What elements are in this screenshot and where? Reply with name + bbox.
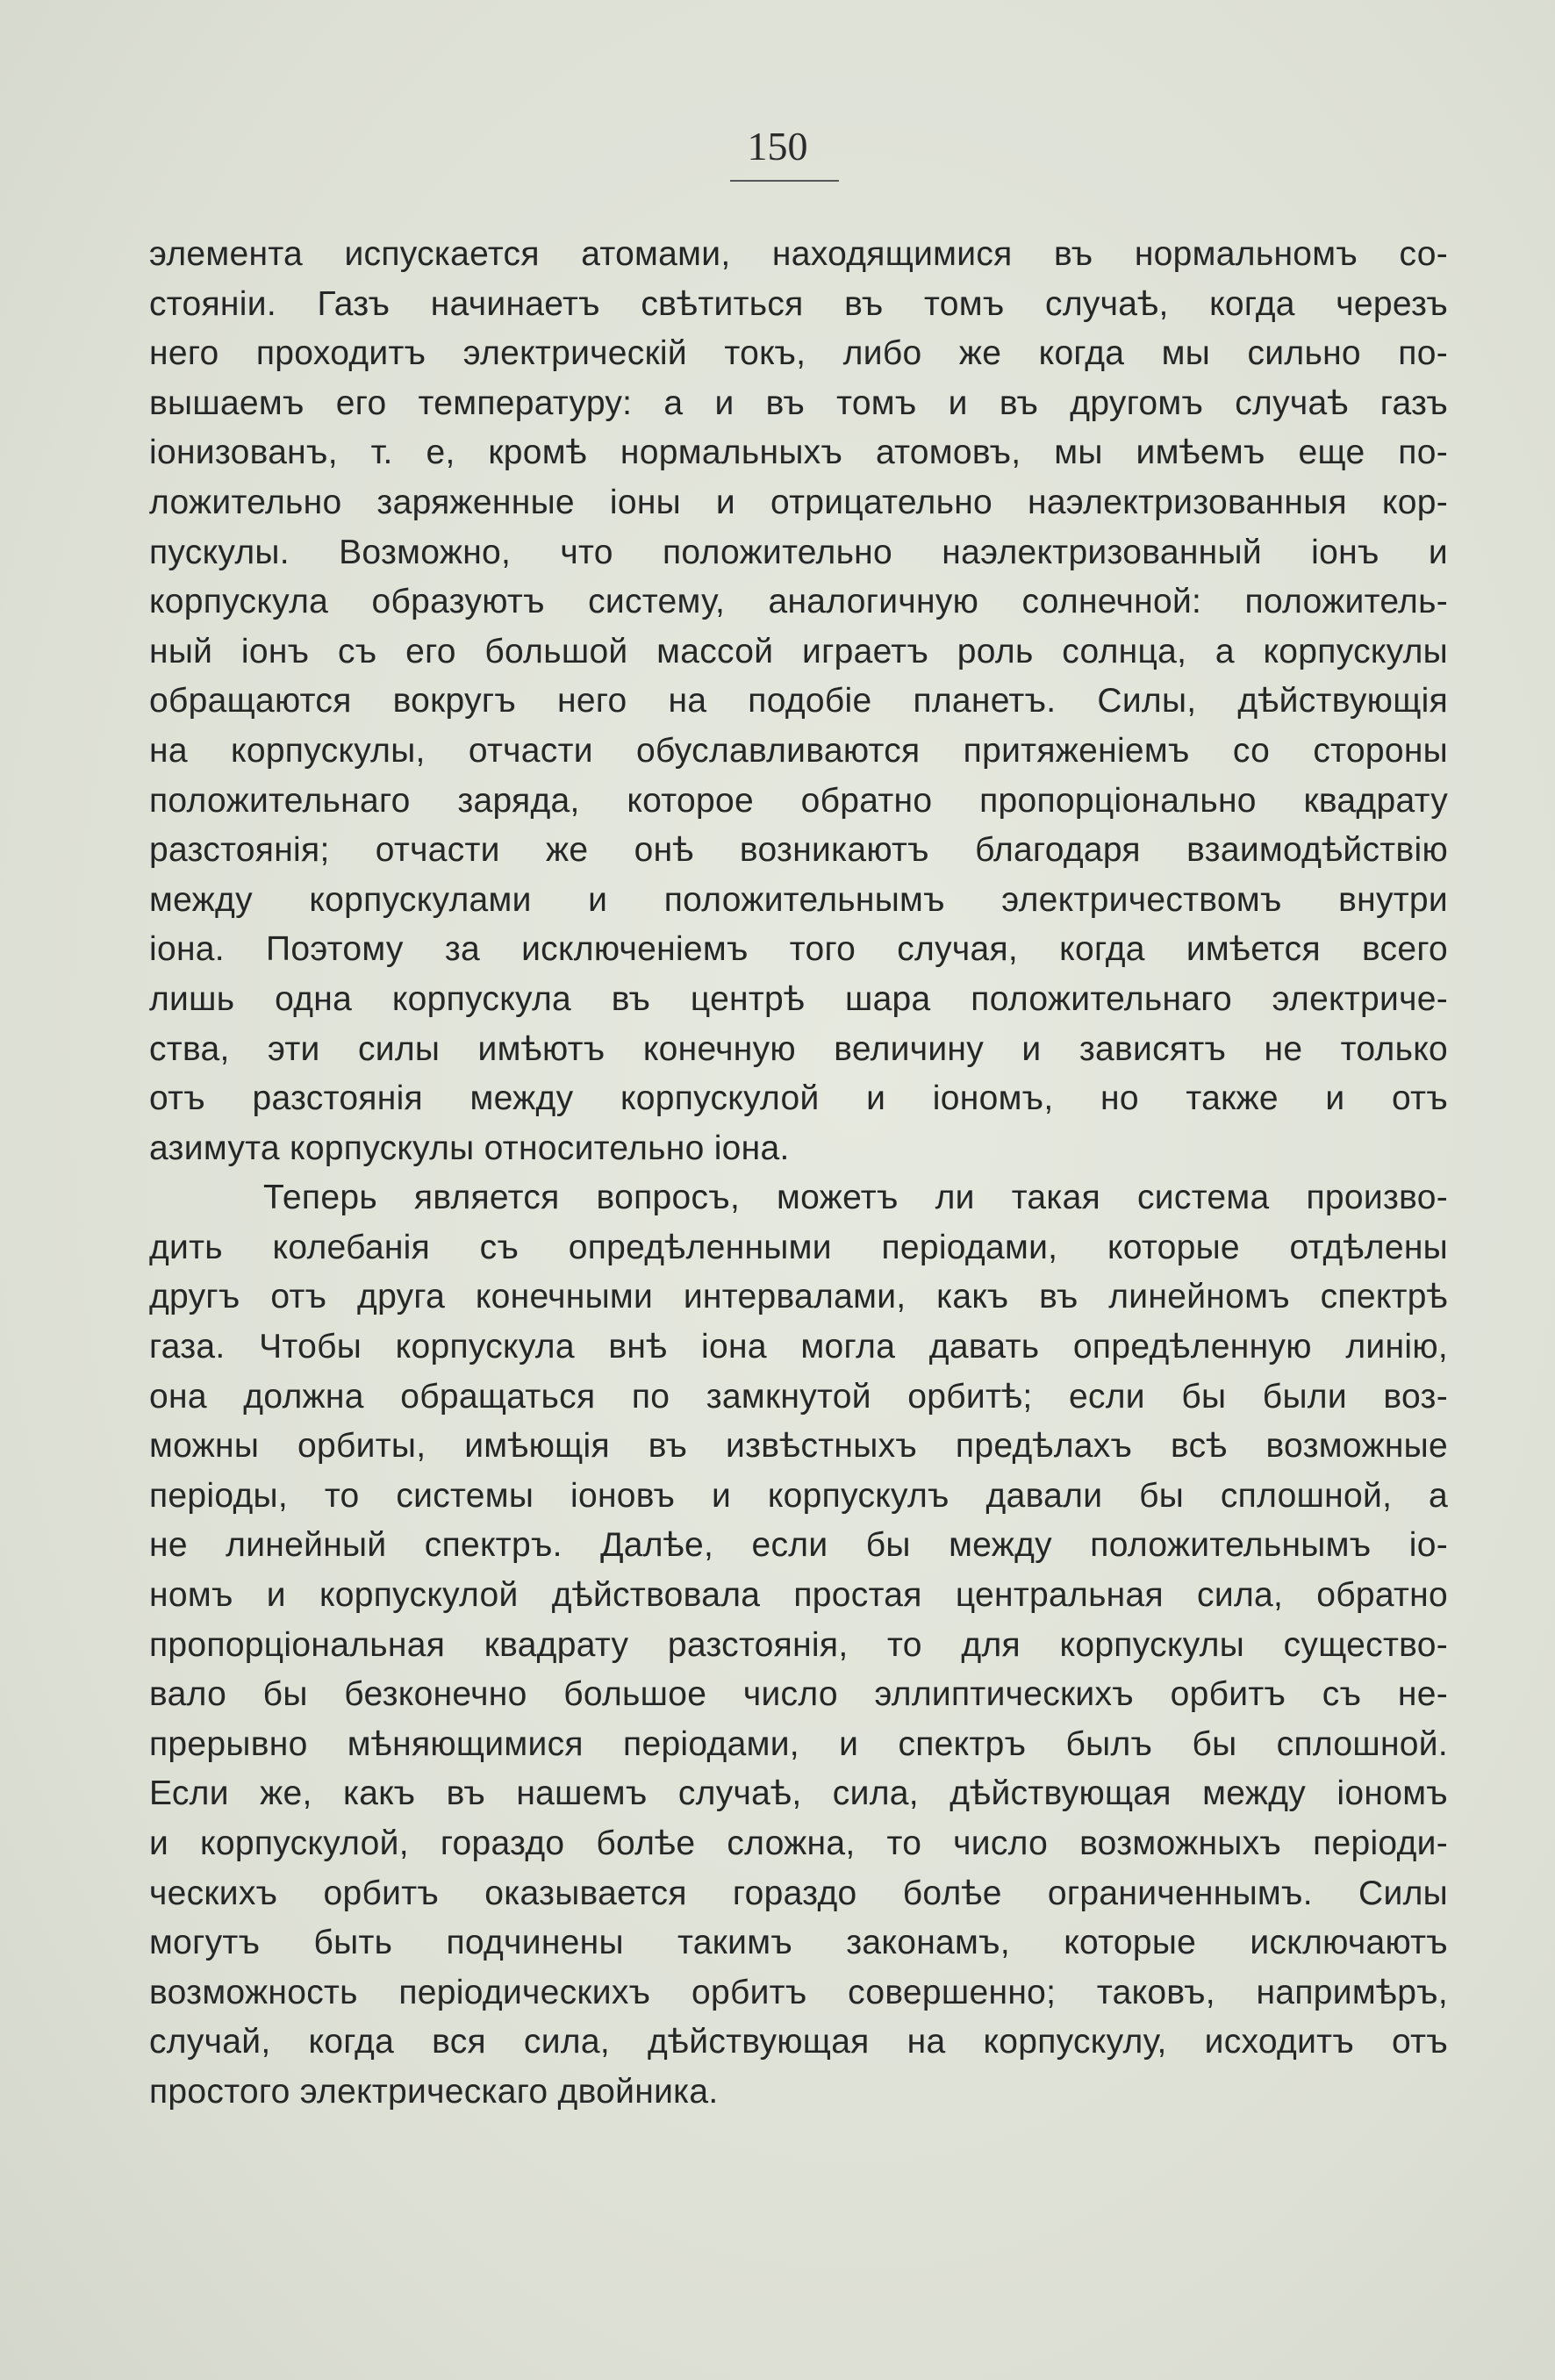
text-line: періоды, то системы іоновъ и корпускулъ давали бы сплошной, а xyxy=(149,1476,1448,1515)
text-line: она должна обращаться по замкнутой орбитѣ; если бы были воз- xyxy=(149,1377,1448,1416)
text-line: вышаемъ его температуру: а и въ томъ и въ другомъ случаѣ газъ xyxy=(149,384,1448,422)
text-line: ческихъ орбитъ оказывается гораздо болѣе ограниченнымъ. Силы xyxy=(149,1874,1448,1912)
text-line: Если же, какъ въ нашемъ случаѣ, сила, дѣйствующая между іономъ xyxy=(149,1774,1448,1813)
text-line: возможность періодическихъ орбитъ совершенно; таковъ, напримѣръ, xyxy=(149,1973,1448,2011)
text-line: простого электрическаго двойника. xyxy=(149,2072,719,2111)
text-line: разстоянія; отчасти же онѣ возникаютъ благодаря взаимодѣйствію xyxy=(149,831,1448,870)
text-line: обращаются вокругъ него на подобіе планетъ. Силы, дѣйствующія xyxy=(149,682,1448,720)
text-line: ложительно заряженные іоны и отрицательно наэлектризованныя кор- xyxy=(149,483,1448,521)
text-line: можны орбиты, имѣющія въ извѣстныхъ предѣлахъ всѣ возможные xyxy=(149,1427,1448,1466)
text-line: лишь одна корпускула въ центрѣ шара положительнаго электриче- xyxy=(149,979,1448,1018)
text-line: іонизованъ, т. е, кромѣ нормальныхъ атомовъ, мы имѣемъ еще по- xyxy=(149,434,1448,472)
paragraph-2 xyxy=(149,1173,1448,2117)
paragraph-1 xyxy=(149,230,1448,1173)
text-line: прерывно мѣняющимися періодами, и спектръ былъ бы сплошной. xyxy=(149,1724,1448,1763)
text-line: другъ отъ друга конечными интервалами, какъ въ линейномъ спектрѣ xyxy=(149,1278,1448,1316)
text-line: не линейный спектръ. Далѣе, если бы между положительнымъ іо- xyxy=(149,1526,1448,1565)
page-number: 150 xyxy=(747,124,808,168)
text-line: корпускула образуютъ систему, аналогичную солнечной: положитель- xyxy=(149,583,1448,621)
text-line: номъ и корпускулой дѣйствовала простая центральная сила, обратно xyxy=(149,1576,1448,1615)
text-line: пропорціональная квадрату разстоянія, то для корпускулы существо- xyxy=(149,1625,1448,1664)
text-line: ства, эти силы имѣютъ конечную величину и зависятъ не только xyxy=(149,1029,1448,1068)
text-line: случай, когда вся сила, дѣйствующая на корпускулу, исходитъ отъ xyxy=(149,2023,1448,2061)
text-line: ный іонъ съ его большой массой играетъ роль солнца, а корпускулы xyxy=(149,632,1448,670)
text-line: газа. Чтобы корпускула внѣ іона могла давать опредѣленную линію, xyxy=(149,1328,1448,1366)
text-line: азимута корпускулы относительно іона. xyxy=(149,1129,790,1167)
text-line: стояніи. Газъ начинаетъ свѣтиться въ томъ случаѣ, когда черезъ xyxy=(149,284,1448,323)
text-line: него проходитъ электрическій токъ, либо же когда мы сильно по- xyxy=(149,334,1448,373)
text-line: и корпускулой, гораздо болѣе сложна, то число возможныхъ періоди- xyxy=(149,1824,1448,1862)
body-text xyxy=(149,230,1448,2118)
text-line: Теперь является вопросъ, можетъ ли такая система произво- xyxy=(263,1179,1448,1217)
text-line: дить колебанія съ опредѣленными періодами, которые отдѣлены xyxy=(149,1228,1448,1266)
text-line: элемента испускается атомами, находящимися въ нормальномъ со- xyxy=(149,235,1448,273)
text-line: пускулы. Возможно, что положительно наэлектризованный іонъ и xyxy=(149,533,1448,571)
text-line: іона. Поэтому за исключеніемъ того случая, когда имѣется всего xyxy=(149,930,1448,969)
text-line: на корпускулы, отчасти обуславливаются притяженіемъ со стороны xyxy=(149,731,1448,770)
text-line: положительнаго заряда, которое обратно пропорціонально квадрату xyxy=(149,781,1448,820)
text-line: вало бы безконечно большое число эллиптическихъ орбитъ съ не- xyxy=(149,1675,1448,1714)
page-number-underline xyxy=(730,180,839,182)
text-line: могутъ быть подчинены такимъ законамъ, которые исключаютъ xyxy=(149,1924,1448,1962)
text-line: между корпускулами и положительнымъ электричествомъ внутри xyxy=(149,880,1448,919)
text-line: отъ разстоянія между корпускулой и іономъ, но также и отъ xyxy=(149,1079,1448,1118)
